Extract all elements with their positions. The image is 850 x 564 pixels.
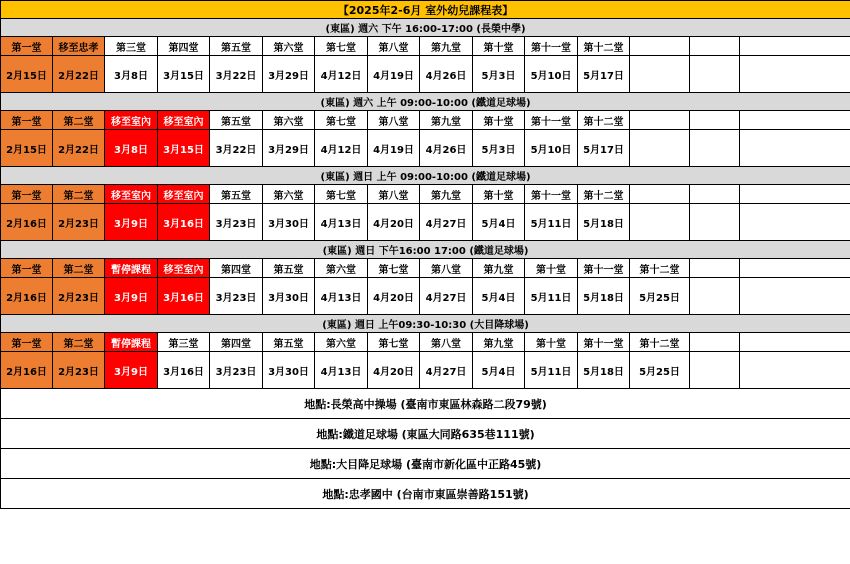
lesson-date-cell: 3月30日	[263, 352, 315, 389]
lesson-date-row	[1, 352, 850, 389]
lesson-label-cell: 第八堂	[420, 259, 473, 278]
lesson-date-cell: 3月15日	[158, 56, 210, 93]
lesson-date-cell: 4月19日	[368, 56, 420, 93]
lesson-date-cell	[740, 56, 850, 93]
session-header-row	[1, 315, 850, 333]
lesson-label-cell: 第一堂	[1, 259, 53, 278]
lesson-date-cell: 4月13日	[315, 278, 368, 315]
lesson-label-cell	[630, 37, 690, 56]
lesson-label-cell: 移至忠孝	[53, 37, 105, 56]
lesson-date-cell: 5月10日	[525, 56, 578, 93]
lesson-label-cell: 第六堂	[315, 259, 368, 278]
session-header-row	[1, 167, 850, 185]
lesson-date-row	[1, 204, 850, 241]
location-text: 地點:忠孝國中 (台南市東區崇善路151號)	[1, 479, 850, 509]
session-header-row	[1, 93, 850, 111]
lesson-date-cell: 4月12日	[315, 130, 368, 167]
lesson-date-cell: 3月16日	[158, 352, 210, 389]
lesson-date-cell	[630, 56, 690, 93]
lesson-label-cell: 第六堂	[263, 185, 315, 204]
lesson-label-cell: 第一堂	[1, 333, 53, 352]
lesson-label-cell: 第六堂	[263, 111, 315, 130]
lesson-label-row	[1, 333, 850, 352]
lesson-date-cell: 3月15日	[158, 130, 210, 167]
lesson-label-cell: 第二堂	[53, 333, 105, 352]
lesson-label-cell: 第二堂	[53, 111, 105, 130]
lesson-label-cell	[630, 185, 690, 204]
lesson-label-cell: 第七堂	[315, 37, 368, 56]
lesson-date-cell: 2月16日	[1, 204, 53, 241]
lesson-label-cell: 第十一堂	[578, 333, 630, 352]
lesson-date-cell: 3月30日	[263, 278, 315, 315]
session-header-row	[1, 19, 850, 37]
lesson-date-cell: 3月23日	[210, 278, 263, 315]
lesson-label-row	[1, 37, 850, 56]
lesson-label-cell: 第九堂	[420, 111, 473, 130]
lesson-label-cell: 第十堂	[473, 37, 525, 56]
lesson-label-cell: 第十堂	[473, 185, 525, 204]
lesson-label-cell: 移至室內	[158, 259, 210, 278]
lesson-label-cell: 第十一堂	[578, 259, 630, 278]
lesson-label-cell: 第十一堂	[525, 37, 578, 56]
lesson-date-cell	[740, 278, 850, 315]
lesson-date-cell	[690, 204, 740, 241]
lesson-date-cell: 5月4日	[473, 204, 525, 241]
lesson-label-row	[1, 185, 850, 204]
lesson-label-cell: 第十二堂	[578, 37, 630, 56]
lesson-label-cell: 第十堂	[525, 333, 578, 352]
lesson-date-cell: 3月23日	[210, 204, 263, 241]
lesson-label-cell: 第九堂	[420, 37, 473, 56]
lesson-label-cell: 移至室內	[158, 111, 210, 130]
lesson-label-cell: 第十二堂	[630, 259, 690, 278]
lesson-label-cell: 第二堂	[53, 185, 105, 204]
lesson-date-cell: 4月20日	[368, 352, 420, 389]
lesson-label-cell: 移至室內	[105, 185, 158, 204]
lesson-date-cell: 2月16日	[1, 352, 53, 389]
session-header: (東區) 週六 上午 09:00-10:00 (鐵道足球場)	[1, 93, 850, 111]
lesson-label-cell: 第八堂	[368, 111, 420, 130]
lesson-label-cell: 第四堂	[210, 333, 263, 352]
lesson-label-row	[1, 111, 850, 130]
lesson-date-row	[1, 130, 850, 167]
lesson-date-cell	[630, 130, 690, 167]
location-row	[1, 479, 850, 509]
lesson-label-cell	[690, 37, 740, 56]
lesson-date-cell: 5月18日	[578, 204, 630, 241]
lesson-label-cell: 第九堂	[473, 259, 525, 278]
location-text: 地點:鐵道足球場 (東區大同路635巷111號)	[1, 419, 850, 449]
lesson-label-cell	[740, 111, 850, 130]
lesson-date-cell: 2月23日	[53, 204, 105, 241]
lesson-label-cell: 第一堂	[1, 185, 53, 204]
lesson-date-cell: 3月8日	[105, 130, 158, 167]
lesson-date-cell: 5月11日	[525, 204, 578, 241]
location-row	[1, 389, 850, 419]
lesson-date-cell: 5月3日	[473, 56, 525, 93]
lesson-date-cell: 5月11日	[525, 278, 578, 315]
lesson-date-cell: 3月29日	[263, 130, 315, 167]
lesson-date-cell: 2月23日	[53, 278, 105, 315]
lesson-label-cell	[740, 37, 850, 56]
session-header: (東區) 週日 下午16:00 17:00 (鐵道足球場)	[1, 241, 850, 259]
lesson-label-cell: 第四堂	[158, 37, 210, 56]
lesson-date-cell: 5月4日	[473, 278, 525, 315]
lesson-date-cell: 4月13日	[315, 352, 368, 389]
lesson-label-cell: 第六堂	[315, 333, 368, 352]
lesson-date-cell: 2月22日	[53, 56, 105, 93]
lesson-label-cell: 第八堂	[420, 333, 473, 352]
lesson-label-cell	[690, 333, 740, 352]
lesson-date-cell	[690, 130, 740, 167]
session-header: (東區) 週六 下午 16:00-17:00 (長榮中學)	[1, 19, 850, 37]
lesson-label-cell: 第五堂	[210, 111, 263, 130]
lesson-date-cell: 3月8日	[105, 56, 158, 93]
lesson-date-cell: 5月10日	[525, 130, 578, 167]
lesson-label-cell	[690, 111, 740, 130]
lesson-date-cell	[740, 204, 850, 241]
lesson-date-cell: 5月18日	[578, 278, 630, 315]
lesson-date-cell: 5月3日	[473, 130, 525, 167]
lesson-date-cell	[630, 204, 690, 241]
lesson-date-cell: 2月22日	[53, 130, 105, 167]
lesson-label-cell: 第五堂	[263, 333, 315, 352]
lesson-label-cell: 第三堂	[105, 37, 158, 56]
lesson-label-cell: 第十一堂	[525, 185, 578, 204]
lesson-label-cell: 第九堂	[420, 185, 473, 204]
lesson-label-cell: 第十一堂	[525, 111, 578, 130]
lesson-date-cell: 5月11日	[525, 352, 578, 389]
lesson-label-cell: 第十堂	[473, 111, 525, 130]
lesson-date-cell: 3月22日	[210, 130, 263, 167]
lesson-date-cell: 5月25日	[630, 352, 690, 389]
lesson-label-cell	[740, 333, 850, 352]
lesson-date-cell: 5月17日	[578, 130, 630, 167]
lesson-label-cell: 第七堂	[368, 333, 420, 352]
lesson-date-cell: 4月20日	[368, 278, 420, 315]
lesson-date-cell: 3月22日	[210, 56, 263, 93]
lesson-date-cell: 3月9日	[105, 352, 158, 389]
lesson-label-cell: 第十堂	[525, 259, 578, 278]
lesson-date-cell	[690, 352, 740, 389]
session-header: (東區) 週日 上午09:30-10:30 (大目降球場)	[1, 315, 850, 333]
lesson-label-cell: 第七堂	[368, 259, 420, 278]
location-text: 地點:長榮高中操場 (臺南市東區林森路二段79號)	[1, 389, 850, 419]
location-row	[1, 419, 850, 449]
lesson-date-cell	[690, 278, 740, 315]
lesson-date-cell: 4月26日	[420, 130, 473, 167]
lesson-date-row	[1, 56, 850, 93]
lesson-date-cell: 2月16日	[1, 278, 53, 315]
lesson-label-cell: 第九堂	[473, 333, 525, 352]
schedule-title: 【2025年2-6月 室外幼兒課程表】	[1, 1, 850, 19]
lesson-date-cell: 4月13日	[315, 204, 368, 241]
lesson-date-cell: 5月4日	[473, 352, 525, 389]
lesson-label-cell: 第八堂	[368, 37, 420, 56]
lesson-date-cell: 3月16日	[158, 278, 210, 315]
lesson-date-cell: 4月26日	[420, 56, 473, 93]
lesson-label-cell: 第三堂	[158, 333, 210, 352]
lesson-date-cell: 4月27日	[420, 352, 473, 389]
lesson-date-row	[1, 278, 850, 315]
lesson-label-cell: 第七堂	[315, 185, 368, 204]
lesson-label-cell: 第八堂	[368, 185, 420, 204]
lesson-date-cell: 5月25日	[630, 278, 690, 315]
lesson-label-cell: 第十二堂	[578, 185, 630, 204]
lesson-date-cell: 5月17日	[578, 56, 630, 93]
lesson-date-cell: 4月19日	[368, 130, 420, 167]
lesson-date-cell: 4月27日	[420, 278, 473, 315]
lesson-label-cell: 第五堂	[263, 259, 315, 278]
lesson-date-cell: 3月16日	[158, 204, 210, 241]
lesson-label-cell: 第十二堂	[578, 111, 630, 130]
lesson-date-cell: 2月15日	[1, 130, 53, 167]
lesson-date-cell: 3月23日	[210, 352, 263, 389]
lesson-date-cell: 4月12日	[315, 56, 368, 93]
title-row	[1, 1, 850, 19]
lesson-label-cell: 移至室內	[158, 185, 210, 204]
lesson-date-cell	[740, 352, 850, 389]
lesson-date-cell: 5月18日	[578, 352, 630, 389]
lesson-label-cell: 暫停課程	[105, 333, 158, 352]
lesson-date-cell: 4月20日	[368, 204, 420, 241]
lesson-label-row	[1, 259, 850, 278]
lesson-label-cell	[630, 111, 690, 130]
lesson-date-cell	[740, 130, 850, 167]
lesson-label-cell: 移至室內	[105, 111, 158, 130]
lesson-label-cell	[740, 259, 850, 278]
lesson-label-cell: 第五堂	[210, 37, 263, 56]
lesson-label-cell: 第六堂	[263, 37, 315, 56]
lesson-date-cell: 4月27日	[420, 204, 473, 241]
lesson-date-cell	[690, 56, 740, 93]
lesson-label-cell	[690, 185, 740, 204]
lesson-date-cell: 3月9日	[105, 278, 158, 315]
lesson-date-cell: 3月9日	[105, 204, 158, 241]
lesson-label-cell: 第二堂	[53, 259, 105, 278]
lesson-label-cell	[690, 259, 740, 278]
lesson-label-cell: 暫停課程	[105, 259, 158, 278]
session-header: (東區) 週日 上午 09:00-10:00 (鐵道足球場)	[1, 167, 850, 185]
location-text: 地點:大目降足球場 (臺南市新化區中正路45號)	[1, 449, 850, 479]
lesson-label-cell	[740, 185, 850, 204]
session-header-row	[1, 241, 850, 259]
lesson-date-cell: 2月23日	[53, 352, 105, 389]
lesson-date-cell: 2月15日	[1, 56, 53, 93]
lesson-date-cell: 3月30日	[263, 204, 315, 241]
location-row	[1, 449, 850, 479]
lesson-date-cell: 3月29日	[263, 56, 315, 93]
lesson-label-cell: 第四堂	[210, 259, 263, 278]
lesson-label-cell: 第一堂	[1, 111, 53, 130]
lesson-label-cell: 第七堂	[315, 111, 368, 130]
lesson-label-cell: 第一堂	[1, 37, 53, 56]
lesson-label-cell: 第五堂	[210, 185, 263, 204]
lesson-label-cell: 第十二堂	[630, 333, 690, 352]
